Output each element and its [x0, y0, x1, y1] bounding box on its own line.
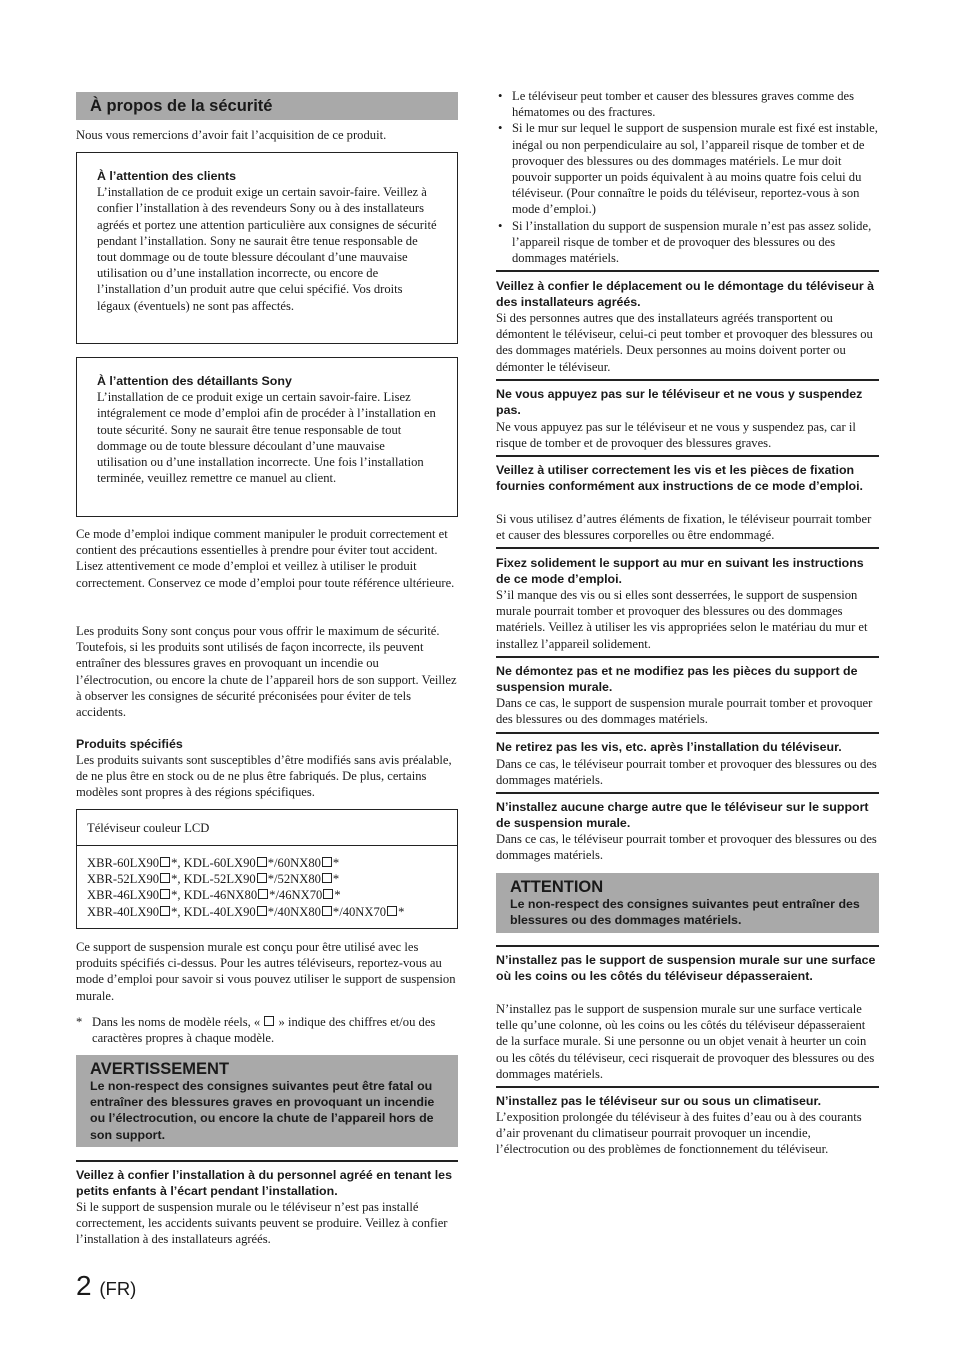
list-item: • Si l’installation du support de suspension murale n’est pas assez solide, l’appareil risque de tomber et de provoquer des blessures ou des dommages matériels. [496, 218, 879, 267]
placeholder-square-icon [387, 906, 397, 916]
s9-title: N’installez pas le téléviseur sur ou sous un climatiseur. [496, 1094, 822, 1108]
model-row: XBR-60LX90 *, KDL-60LX90 */60NX80 * [87, 856, 340, 870]
model-list [87, 855, 452, 920]
section-heading-band [76, 92, 458, 120]
attention-title: ATTENTION [510, 878, 604, 896]
s3-body: Si vous utilisez d’autres éléments de fixation, le téléviseur pourrait tomber et causer des blessures corporelles ou être endommagé. [496, 512, 872, 543]
page-lang: (FR) [99, 1278, 137, 1299]
attention-body: Le non-respect des consignes suivantes peut entraîner des blessures ou des dommages matériels. [510, 897, 860, 928]
footnote: * Dans les noms de modèle réels, « » indique des chiffres et/ou des caractères propres à chaque modèle. [76, 1015, 436, 1046]
paragraph-compat: Ce support de suspension murale est conçu pour être utilisé avec les produits spécifiés ci-dessus. Pour les autres téléviseurs, reportez-vous au mode d’emploi pour savoir si vous pouvez utiliser le support de suspension murale. [76, 940, 456, 1003]
s2-title: Ne vous appuyez pas sur le téléviseur et ne vous y suspendez pas. [496, 387, 863, 418]
warning-body: Le non-respect des consignes suivantes peut être fatal ou entraîner des blessures graves en provoquant un incendie ou l’électrocution, ou encore la chute de l’appareil hors de son support. [90, 1079, 435, 1142]
placeholder-square-icon [257, 906, 267, 916]
section-heading: À propos de la sécurité [90, 97, 273, 115]
placeholder-square-icon [160, 889, 170, 899]
s9-body: L’exposition prolongée du téléviseur à des fuites d’eau ou à des courants d’air provenant du climatiseur pourrait provoquer un incendie, l’électrocution ou des problèmes de fonctionnement du téléviseur. [496, 1110, 862, 1157]
section-divider [496, 945, 879, 947]
page-footer [76, 1270, 136, 1305]
section-divider [496, 792, 879, 794]
page-number: 2 [76, 1270, 92, 1301]
s4-title: Fixez solidement le support au mur en suivant les instructions de ce mode d’emploi. [496, 556, 864, 587]
s6-title: Ne retirez pas les vis, etc. après l’installation du téléviseur. [496, 740, 842, 754]
box-clients-body: L’installation de ce produit exige un certain savoir-faire. Veillez à confier l’installation à des revendeurs Sony ou à des installateurs agréés et portez une attention particulière aux consignes de sécurité pendant l’installation. Sony ne saurait être tenue responsable de tout dommage ou de toute blessure découlant d’une mauvaise utilisation ou d’une installation incorrecte, ou encore de l’installation d’un produit autre que celui spécifié. Vos droits légaux (éventuels) ne sont pas affectés. [97, 185, 437, 313]
placeholder-square-icon [160, 906, 170, 916]
section-divider [496, 656, 879, 658]
s6-body: Dans ce cas, le téléviseur pourrait tomber et provoquer des blessures ou des dommages matériels. [496, 757, 877, 788]
s8-body: N’installez pas le support de suspension murale sur une surface verticale telle qu’une colonne, où les coins ou les côtés du téléviseur dépasseraient de la surface murale. Si une personne ou un objet venait à heurter un coin ou les côtés du téléviseur, ceci risquerait de provoquer des blessures ou des dommages matériels. [496, 1002, 875, 1081]
section-divider [496, 547, 879, 549]
s5-title: Ne démontez pas et ne modifiez pas les pièces du support de suspension murale. [496, 664, 858, 695]
placeholder-square-icon [160, 857, 170, 867]
box-clients [76, 152, 458, 344]
placeholder-square-icon [257, 857, 267, 867]
s3-title: Veillez à utiliser correctement les vis et les pièces de fixation fournies conformément aux instructions de ce mode d’emploi. [496, 463, 863, 494]
intro-text: Nous vous remercions d’avoir fait l’acquisition de ce produit. [76, 128, 387, 142]
placeholder-square-icon [323, 889, 333, 899]
consequence-list [496, 88, 879, 266]
placeholder-square-icon [322, 906, 332, 916]
model-row: XBR-40LX90 *, KDL-40LX90 */40NX80 */40NX70 * [87, 904, 405, 919]
warning-band [76, 1055, 458, 1147]
paragraph-safety: Les produits Sony sont conçus pour vous offrir le maximum de sécurité. Toutefois, si les produits sont utilisés de façon incorrecte, ils peuvent entraîner des blessures graves en provoquant un incendie ou l’électrocution, ou encore la chute de l’appareil hors de son support. Veillez à observer les consignes de sécurité préconisées pour éviter de tels accidents. [76, 624, 457, 720]
placeholder-square-icon [322, 857, 332, 867]
s2-body: Ne vous appuyez pas sur le téléviseur et ne vous y suspendez pas, car il risque de tomber et de provoquer des blessures graves. [496, 420, 856, 451]
list-item: • Le téléviseur peut tomber et causer des blessures graves comme des hématomes ou des fractures. [496, 88, 879, 120]
s1-body: Si des personnes autres que des installateurs agréés transportent ou démontent le téléviseur, celui-ci peut tomber et provoquer des blessures ou des dommages matériels. Deux personnes au moins doivent porter ou démonter le téléviseur. [496, 311, 873, 374]
model-row: XBR-46LX90 *, KDL-46NX80 */46NX70 * [87, 888, 341, 903]
section-divider [496, 732, 879, 734]
model-table-header: Téléviseur couleur LCD [87, 821, 210, 835]
placeholder-square-icon [322, 873, 332, 883]
box-dealers [76, 357, 458, 517]
section-divider [496, 379, 879, 381]
paragraph-usage: Ce mode d’emploi indique comment manipuler le produit correctement et contient des précautions essentielles à prendre pour éviter tout accident. Lisez attentivement ce mode d’emploi et veillez à utiliser le produit correctement. Conservez ce mode d’emploi pour toute référence ultérieure. [76, 527, 455, 590]
warning-title: AVERTISSEMENT [90, 1060, 230, 1078]
box-dealers-title: À l’attention des détaillants Sony [97, 374, 292, 388]
s7-title: N’installez aucune charge autre que le téléviseur sur le support de suspension murale. [496, 800, 869, 831]
placeholder-square-icon [257, 873, 267, 883]
install-title: Veillez à confier l’installation à du personnel agréé en tenant les petits enfants à l’écart pendant l’installation. [76, 1168, 452, 1199]
section-divider [496, 270, 879, 272]
s5-body: Dans ce cas, le support de suspension murale pourrait tomber et provoquer des blessures ou des dommages matériels. [496, 696, 873, 727]
attention-band [496, 873, 879, 933]
install-body: Si le support de suspension murale ou le téléviseur n’est pas installé correctement, les accidents suivants peuvent se produire. Veillez à confier l’installation à des installateurs agréés. [76, 1200, 448, 1247]
section-divider [496, 1086, 879, 1088]
footnote-mark: * [76, 1015, 83, 1029]
placeholder-square-icon [264, 1016, 274, 1026]
placeholder-square-icon [258, 889, 268, 899]
list-item: • Si le mur sur lequel le support de suspension murale est fixé est instable, inégal ou non perpendiculaire au sol, l’appareil risque de tomber et de provoquer des blessures ou des dommages matériels. Le mur doit pouvoir supporter un poids équivalent à au moins quatre fois celui du téléviseur. (Pour connaître le poids du téléviseur, reportez-vous à son mode d’emploi.) [496, 120, 879, 217]
s8-title: N’installez pas le support de suspension murale sur une surface où les coins ou les côtés du téléviseur dépasseraient. [496, 953, 876, 984]
s7-body: Dans ce cas, le téléviseur pourrait tomber et provoquer des blessures ou des dommages matériels. [496, 832, 877, 863]
box-dealers-body: L’installation de ce produit exige un certain savoir-faire. Lisez intégralement ce mode d’emploi afin de procéder à l’installation en toute sécurité. Sony ne saurait être tenue responsable de tout dommage ou de toute blessure découlant d’une mauvaise utilisation ou d’une installation incorrecte. Une fois l’installation terminée, veuillez remettre ce manuel au client. [97, 390, 436, 486]
model-row: XBR-52LX90 *, KDL-52LX90 */52NX80 * [87, 872, 340, 887]
section-divider [496, 455, 879, 457]
s4-body: S’il manque des vis ou si elles sont desserrées, le support de suspension murale pourrait tomber et provoquer des blessures ou des dommages matériels. Veillez à utiliser les vis appropriées selon le matériau du mur et installez l’appareil solidement. [496, 588, 868, 651]
placeholder-square-icon [160, 873, 170, 883]
products-title: Produits spécifiés [76, 737, 183, 751]
products-body: Les produits suivants sont susceptibles d’être modifiés sans avis préalable, de ne plus être en stock ou de ne plus être fabriqués. De plus, certains modèles sont propres à des régions spécifiques. [76, 753, 452, 800]
s1-title: Veillez à confier le déplacement ou le démontage du téléviseur à des installateurs agréés. [496, 279, 875, 310]
model-table [76, 809, 458, 929]
section-divider [76, 1160, 458, 1162]
box-clients-title: À l’attention des clients [97, 169, 237, 183]
